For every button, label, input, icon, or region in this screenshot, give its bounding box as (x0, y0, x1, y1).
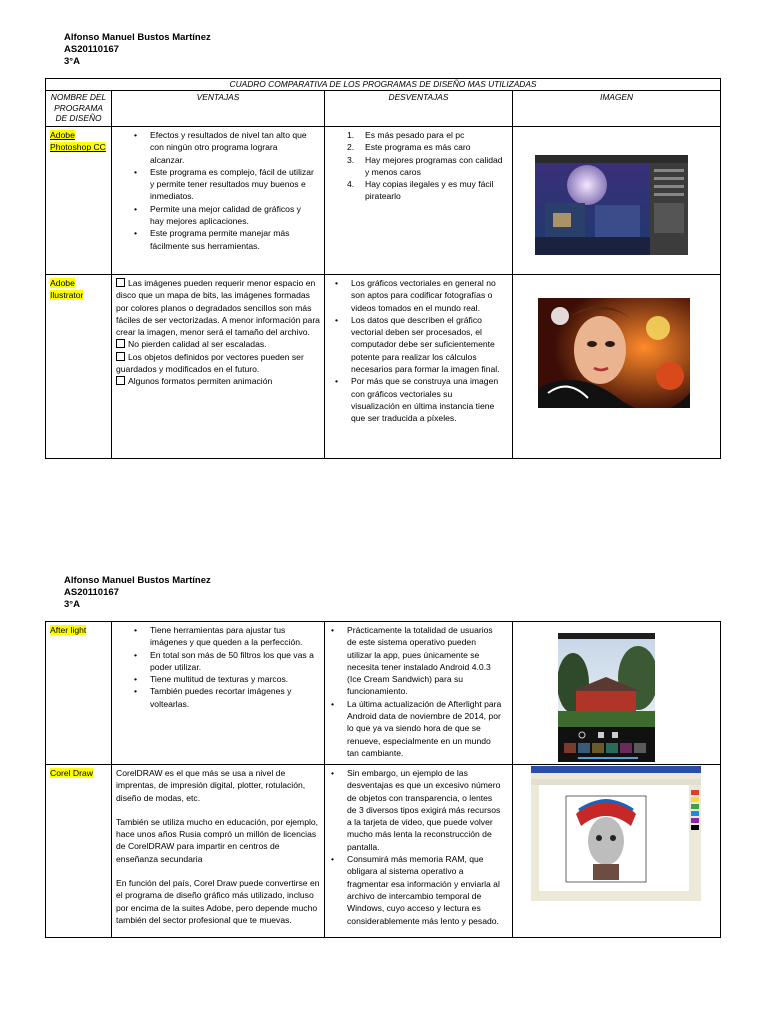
list-item: • Permite una mejor calidad de gráficos y hay mejores aplicaciones. (116, 203, 320, 228)
desventajas-cell (325, 622, 513, 765)
checkbox-glyph-icon (116, 278, 125, 287)
ventajas-cell (112, 127, 325, 275)
list-item: • Este programa permite manejar más fácilmente sus herramientas. (116, 227, 320, 252)
list-item: • La última actualización de Afterlight para Android data de noviembre de 2014, por lo que ya va siendo hora de que se renueve, especialmente en un mundo tan cambiante. (329, 698, 508, 759)
list-item: • Prácticamente la totalidad de usuarios de este sistema operativo pueden utilizar la app, pues únicamente se necesita tener instalado Android 4.0.3 (Ice Cream Sandwich) para su funcionamiento. (329, 624, 508, 698)
table-title: CUADRO COMPARATIVA DE LOS PROGRAMAS DE DISEÑO MAS UTILIZADAS (46, 79, 721, 91)
author-name: Alfonso Manuel Bustos Martínez (64, 575, 211, 586)
program-name: After light (50, 625, 87, 635)
col-header-name: NOMBRE DEL PROGRAMA DE DISEÑO (46, 91, 112, 127)
student-id: AS20110167 (64, 587, 119, 598)
list-item: • Tiene herramientas para ajustar tus imágenes y que queden a la perfección. (116, 624, 320, 649)
list-item: • Tiene multitud de texturas y marcos. (116, 673, 320, 685)
group-label: 3°A (64, 56, 80, 67)
ventajas-cell (112, 275, 325, 459)
coreldraw-screenshot-image (531, 766, 701, 901)
image-cell (513, 765, 721, 938)
program-name-cell (46, 275, 112, 459)
ventajas-cell (112, 765, 325, 938)
list-item: 3. Hay mejores programas con calidad y menos caros (347, 154, 503, 177)
table-row (46, 127, 721, 275)
program-name-cell (46, 622, 112, 765)
table-row (46, 622, 721, 765)
header-block-1 (64, 32, 211, 68)
student-id: AS20110167 (64, 44, 119, 55)
list-item: No pierden calidad al ser escaladas. (116, 338, 320, 350)
author-name: Alfonso Manuel Bustos Martínez (64, 32, 211, 43)
group-label: 3°A (64, 599, 80, 610)
list-item: • Por más que se construya una imagen con gráficos vectoriales su visualización en última instancia tiene que ser traducida a píxeles. (333, 375, 508, 424)
col-header-ventajas: VENTAJAS (112, 91, 325, 127)
list-item: 2. Este programa es más caro (347, 142, 471, 153)
illustrator-artwork-image (538, 298, 690, 408)
program-name: Adobe Ilustrator (50, 278, 84, 301)
list-item: • En total son más de 50 filtros los que vas a poder utilizar. (116, 649, 320, 674)
paragraph: En función del país, Corel Draw puede convertirse en el programa de diseño gráfico más utilizado, incluso por encima de la suites Adobe, pero depende mucho también del sector profesional que te muevas. (116, 878, 320, 925)
table-row (46, 275, 721, 459)
program-name: Corel Draw (50, 768, 93, 778)
afterlight-app-screenshot-image (558, 633, 655, 762)
image-cell (513, 622, 721, 765)
list-item: • Este programa es complejo, fácil de utilizar y permite tener resultados muy buenos e inmediatos. (116, 166, 320, 203)
checkbox-glyph-icon (116, 352, 125, 361)
comparison-table-1 (45, 78, 721, 459)
paragraph: CorelDRAW es el que más se usa a nivel de imprentas, de impresión digital, plotter, rotulación, diseño de modas, etc. (116, 768, 306, 803)
desventajas-cell (325, 765, 513, 938)
header-block-2 (64, 575, 211, 611)
program-name: Adobe Photoshop CC (50, 130, 106, 153)
desventajas-cell (325, 127, 513, 275)
checkbox-glyph-icon (116, 339, 125, 348)
list-item: Las imágenes pueden requerir menor espacio en disco que un mapa de bits, las imágenes formadas por colores planos o degradados sencillos son más fáciles de ser vectorizadas. A menor información para crear la imagen, menor será el tamaño del archivo. (116, 278, 320, 338)
image-cell (513, 275, 721, 459)
list-item: Algunos formatos permiten animación (116, 375, 320, 387)
paragraph: También se utiliza mucho en educación, por ejemplo, hace unos años Rusia compró un millón de licencias de CorelDRAW para impartir en centros de enseñanza secundaria (116, 816, 319, 864)
list-item: • Los datos que describen el gráfico vectorial deben ser procesados, el computador debe ser suficientemente potente para realizar los cálculos necesarios para formar la imagen final. (333, 314, 508, 375)
program-name-cell (46, 127, 112, 275)
desventajas-cell (325, 275, 513, 459)
list-item: • Efectos y resultados de nivel tan alto que con ningún otro programa lograra alcanzar. (116, 129, 320, 166)
ventajas-cell (112, 622, 325, 765)
list-item: • También puedes recortar imágenes y voltearlas. (116, 685, 320, 710)
col-header-imagen: IMAGEN (513, 91, 721, 127)
list-item: Los objetos definidos por vectores pueden ser guardados y modificados en el futuro. (116, 351, 304, 375)
list-item: • Sin embargo, un ejemplo de las desventajas es que un excesivo número de objetos con transparencia, o lentes de 3 diversos tipos exigirá más recursos a la tarjeta de video, que puede volver mucho más lenta la reconstrucción de pantalla. (329, 767, 508, 853)
list-item: • Consumirá más memoria RAM, que obligara al sistema operativo a fragmentar esa información y enviarla al archivo de intercambio temporal de Windows, cuyo acceso y lectura es considerablemente más lento y pesado. (329, 853, 508, 927)
photoshop-screenshot-image (535, 155, 688, 255)
col-header-desventajas: DESVENTAJAS (325, 91, 513, 127)
list-item: • Los gráficos vectoriales en general no son aptos para codificar fotografías o videos tomados en el mundo real. (333, 277, 508, 314)
program-name-cell (46, 765, 112, 938)
list-item: 1. Es más pesado para el pc (347, 130, 465, 140)
table-row (46, 765, 721, 938)
comparison-table-2 (45, 621, 721, 938)
list-item: 4. Hay copias ilegales y es muy fácil piratearlo (347, 179, 494, 202)
checkbox-glyph-icon (116, 376, 125, 385)
image-cell (513, 127, 721, 275)
